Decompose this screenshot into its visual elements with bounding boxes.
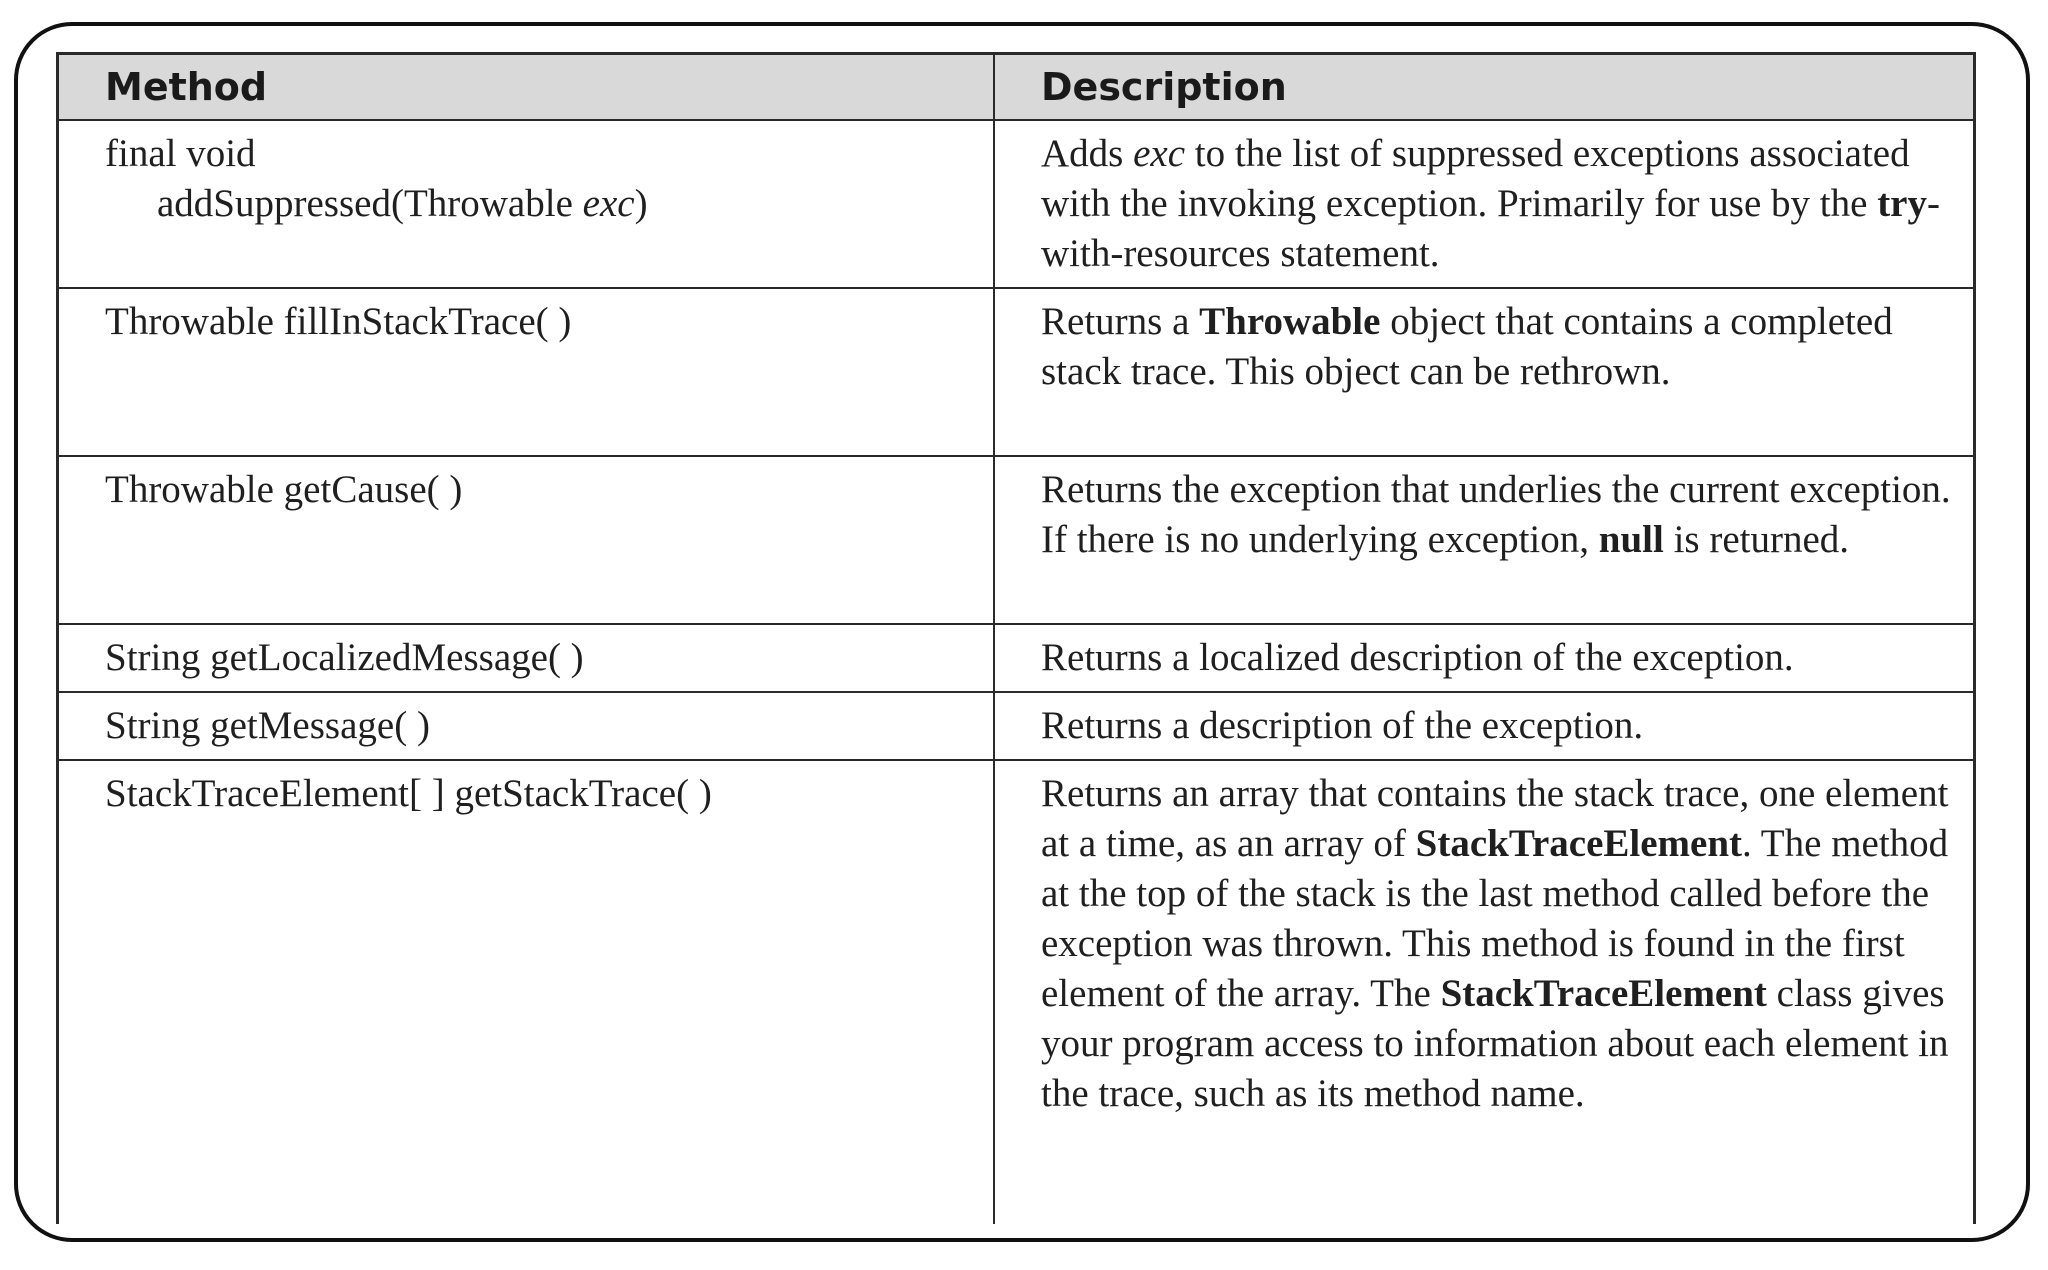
method-cell: String getLocalizedMessage( ) xyxy=(59,624,994,692)
table-row xyxy=(59,692,1973,760)
header-description: Description xyxy=(994,55,1973,120)
desc-text: -with-resources statement. xyxy=(1041,182,1940,275)
desc-text: class gives your program access to information about each element in the trace, such as its method name. xyxy=(1041,972,1949,1115)
description-cell: Returns a description of the exception. xyxy=(994,692,1973,760)
table-row xyxy=(59,456,1973,624)
method-line: final void xyxy=(105,132,256,175)
desc-text: is returned. xyxy=(1663,518,1850,561)
method-cell: Throwable fillInStackTrace( ) xyxy=(59,288,994,456)
table-row xyxy=(59,760,1973,1224)
table-row xyxy=(59,288,1973,456)
desc-text: Adds xyxy=(1041,132,1134,175)
method-cell: Throwable getCause( ) xyxy=(59,456,994,624)
desc-bold: null xyxy=(1598,518,1664,561)
desc-text: Returns an array that contains the stack trace, one element at a time, as an array of xyxy=(1041,772,1949,865)
description-cell xyxy=(994,760,1973,1224)
description-cell: Returns a localized description of the exception. xyxy=(994,624,1973,692)
desc-bold: StackTraceElement xyxy=(1440,972,1767,1015)
table-row xyxy=(59,624,1973,692)
method-text: addSuppressed(Throwable xyxy=(157,182,583,225)
methods-table-container xyxy=(56,52,1976,1224)
desc-text: Returns the exception that underlies the current exception. If there is no underlying exception, xyxy=(1041,468,1951,561)
method-cell: String getMessage( ) xyxy=(59,692,994,760)
method-line-indented xyxy=(105,179,973,229)
description-cell xyxy=(994,456,1973,624)
desc-text: . The method at the top of the stack is the last method called before the exception was thrown. This method is found in the first element of the array. The xyxy=(1041,822,1949,1015)
desc-text: object that contains a completed stack trace. This object can be rethrown. xyxy=(1041,300,1893,393)
desc-bold: try xyxy=(1877,182,1927,225)
table-row xyxy=(59,120,1973,288)
desc-italic: exc xyxy=(1133,132,1186,175)
desc-text: to the list of suppressed exceptions associated with the invoking exception. Primarily for use by the xyxy=(1041,132,1910,225)
desc-bold: Throwable xyxy=(1199,300,1381,343)
method-cell xyxy=(59,120,994,288)
desc-bold: StackTraceElement xyxy=(1415,822,1743,865)
header-method: Method xyxy=(59,55,994,120)
method-cell: StackTraceElement[ ] getStackTrace( ) xyxy=(59,760,994,1224)
method-text: ) xyxy=(634,182,648,225)
table-header-row xyxy=(59,55,1973,120)
methods-table xyxy=(59,55,1973,1224)
desc-text: Returns a xyxy=(1041,300,1200,343)
method-param: exc xyxy=(582,182,635,225)
description-cell xyxy=(994,288,1973,456)
description-cell xyxy=(994,120,1973,288)
